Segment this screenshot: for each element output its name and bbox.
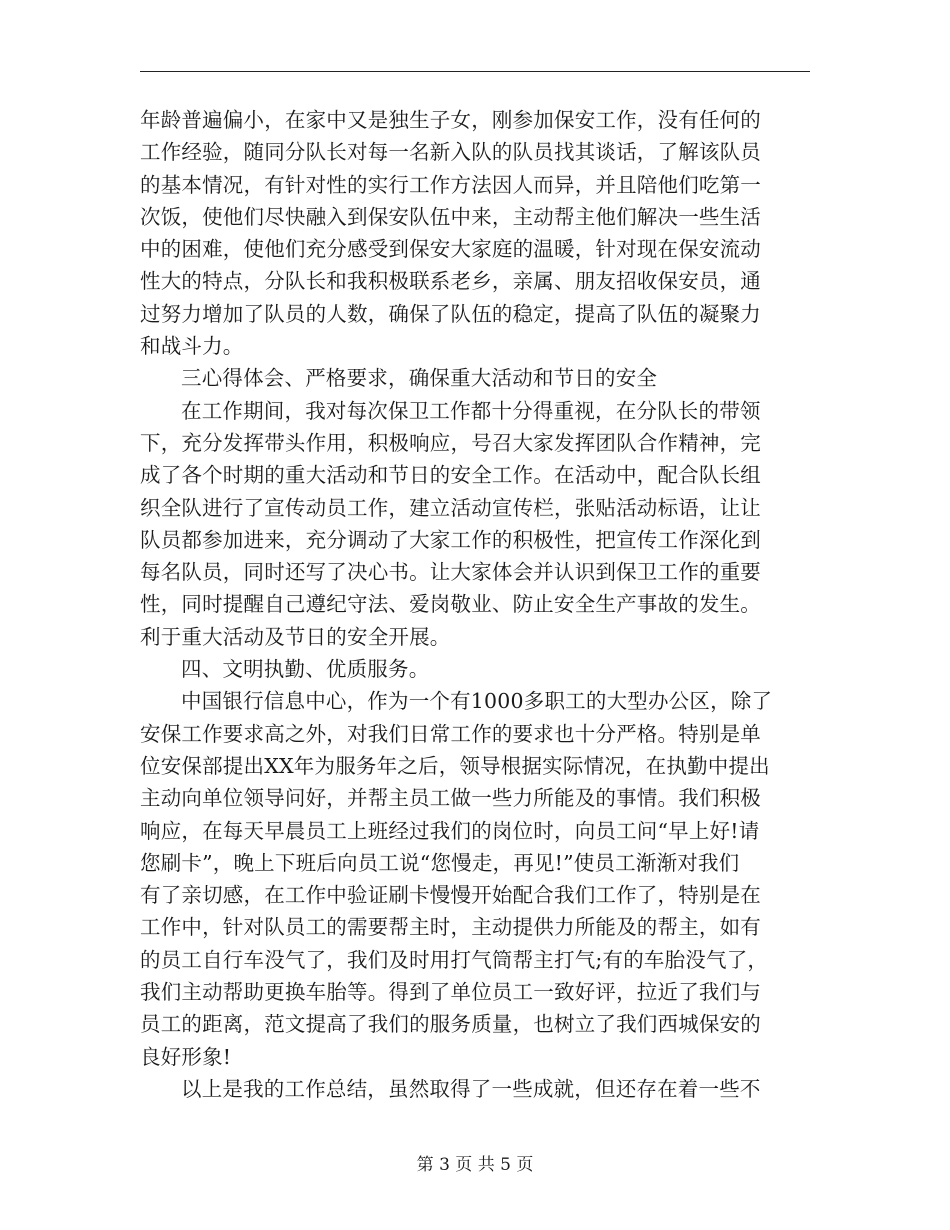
section-heading-3: 三心得体会、严格要求，确保重大活动和节日的安全 — [181, 366, 658, 391]
paragraph-3: 中国银行信息中心，作为一个有1000多职工的大型办公区，除了 安保工作要求高之外，对我们日常工作的要求也十分严格。特别是单 位安保部提出XX年为服务年之后，领导根据实际情况，在执勤中提出 主动向单位领导问好，并帮主员工做一些力所能及的事情。我们积极 响应，在每天早晨员工上班经过我们的岗位时，向员工问“早上好!请 您刷卡”，晚上下班后向员工说“您慢走，再见!”使员工渐渐对我们 有了亲切感，在工作中验证刷卡慢慢开始配合我们工作了，特别是在 工作中，针对队员工的需要帮主时，主动提供力所能及的帮主，如有 的员工自行车没气了，我们及时用打气筒帮主打气;有的车胎没气了， 我们主动帮助更换车胎等。得到了单位员工一致好评，拉近了我们与 员工的距离，范文提高了我们的服务质量，也树立了我们西城保安的 良好形象! — [140, 689, 773, 1069]
header-rule — [140, 71, 810, 72]
paragraph-1: 年龄普遍偏小，在家中又是独生子女，刚参加保安工作，没有任何的 工作经验，随同分队长对每一名新入队的队员找其谈话，了解该队员 的基本情况，有针对性的实行工作方法因人而异，并且陪他们吃第一 次饭，使他们尽快融入到保安队伍中来，主动帮主他们解决一些生活 中的困难，使他们充分感受到保安大家庭的温暖，针对现在保安流动 性大的特点，分队长和我积极联系老乡，亲属、朋友招收保安员，通 过努力增加了队员的人数，确保了队伍的稳定，提高了队伍的凝聚力 和战斗力。 — [140, 108, 761, 359]
paragraph-4: 以上是我的工作总结，虽然取得了一些成就，但还存在着一些不 — [181, 1076, 761, 1101]
page-number-footer: 第 3 页 共 5 页 — [416, 1155, 534, 1175]
section-heading-4: 四、文明执勤、优质服务。 — [181, 657, 430, 682]
paragraph-2: 在工作期间，我对每次保卫工作都十分得重视，在分队长的带领 下，充分发挥带头作用，积极响应，号召大家发挥团队合作精神，完 成了各个时期的重大活动和节日的安全工作。在活动中，配合队长组 织全队进行了宣传动员工作，建立活动宣传栏，张贴活动标语，让让 队员都参加进来，充分调动了大家工作的积极性，把宣传工作深化到 每名队员，同时还写了决心书。让大家体会并认识到保卫工作的重要 性，同时提醒自己遵纪守法、爱岗敬业、防止安全生产事故的发生。 利于重大活动及节日的安全开展。 — [140, 398, 761, 649]
document-body — [140, 104, 810, 1105]
